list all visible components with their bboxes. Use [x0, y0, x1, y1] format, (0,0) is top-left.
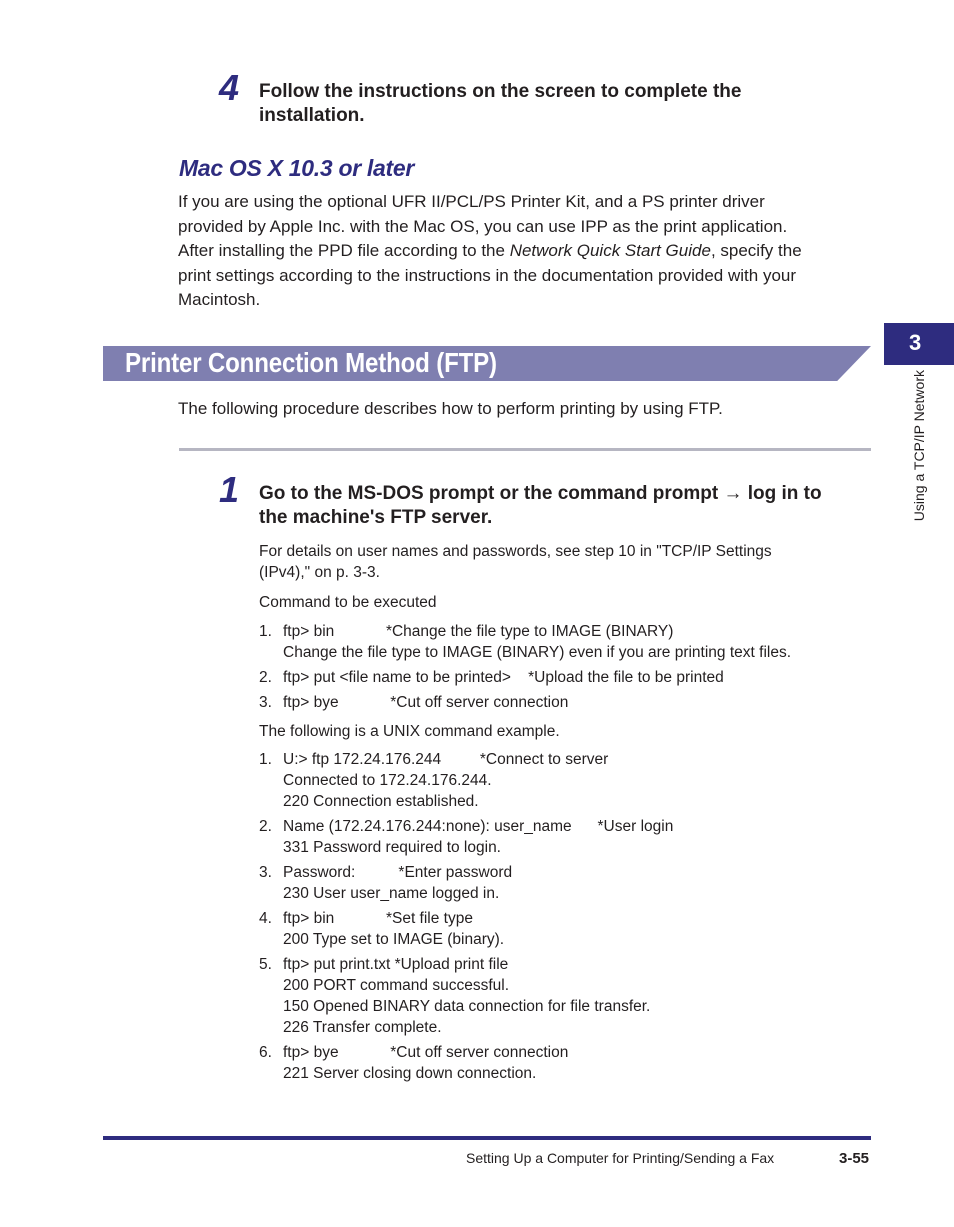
list-number: 3.	[259, 864, 272, 881]
list-item	[259, 954, 859, 1038]
list-item	[259, 1042, 859, 1084]
right-arrow-icon: →	[723, 483, 743, 504]
command-label: Command to be executed	[259, 594, 437, 611]
chapter-side-label: Using a TCP/IP Network	[911, 370, 927, 522]
unix-example-label: The following is a UNIX command example.	[259, 723, 560, 740]
step-4-number: 4	[219, 67, 240, 108]
mac-p-line-5: Macintosh.	[178, 290, 261, 309]
step-1-line-1-b: log in to	[742, 483, 822, 504]
list-item	[259, 749, 859, 812]
list-line: U:> ftp 172.24.176.244 *Connect to server	[283, 751, 609, 768]
list-line: Password: *Enter password	[283, 864, 513, 881]
list-number: 1.	[259, 751, 272, 768]
mac-os-paragraph	[178, 190, 878, 313]
details-line-2: (IPv4)," on p. 3-3.	[259, 564, 380, 581]
page-number: 3-55	[839, 1150, 870, 1167]
list-line: ftp> bye *Cut off server connection	[283, 1044, 569, 1061]
list-number: 4.	[259, 910, 272, 927]
list-line: ftp> bin *Set file type	[283, 910, 473, 927]
step-1-line-2: the machine's FTP server.	[259, 507, 493, 528]
list-line: 220 Connection established.	[283, 793, 479, 810]
step-1-number: 1	[219, 469, 240, 510]
mac-p-line-4: print settings according to the instructions in the documentation provided with your	[178, 265, 797, 285]
list-number: 6.	[259, 1044, 272, 1061]
details-line-1: For details on user names and passwords, see step 10 in "TCP/IP Settings	[259, 543, 772, 560]
mac-os-subheading: Mac OS X 10.3 or later	[179, 155, 415, 181]
list-number: 2.	[259, 818, 272, 835]
list-number: 2.	[259, 669, 272, 686]
mac-p-line-3-a: After installing the PPD file according to the	[178, 241, 510, 260]
section-intro: The following procedure describes how to perform printing by using FTP.	[178, 399, 723, 418]
list-item	[259, 908, 859, 950]
list-line: ftp> put <file name to be printed> *Upload the file to be printed	[283, 669, 724, 686]
list-line: 200 PORT command successful.	[283, 977, 509, 994]
list-item	[259, 692, 859, 713]
list-item	[259, 667, 859, 688]
list-line: 221 Server closing down connection.	[283, 1065, 537, 1082]
list-line: 230 User user_name logged in.	[283, 885, 500, 902]
section-divider	[179, 448, 871, 451]
list-line: ftp> bin *Change the file type to IMAGE (BINARY)	[283, 623, 674, 640]
unix-command-list	[259, 749, 859, 1088]
mac-p-line-3	[178, 239, 878, 264]
list-item	[259, 621, 859, 663]
list-item	[259, 862, 859, 904]
list-line: 200 Type set to IMAGE (binary).	[283, 931, 505, 948]
section-title: Printer Connection Method (FTP)	[125, 347, 497, 378]
step-1-instruction	[259, 482, 822, 530]
list-line: 150 Opened BINARY data connection for file transfer.	[283, 998, 651, 1015]
list-line: ftp> put print.txt *Upload print file	[283, 956, 509, 973]
mac-p-line-3-b: , specify the	[710, 241, 802, 260]
step-4-instruction	[259, 80, 741, 128]
step-1-line-1-a: Go to the MS-DOS prompt or the command prompt	[259, 483, 724, 504]
list-line: Name (172.24.176.244:none): user_name *User login	[283, 818, 674, 835]
list-line: Connected to 172.24.176.244.	[283, 772, 492, 789]
list-number: 1.	[259, 623, 272, 640]
step-1-details	[259, 541, 859, 583]
quick-start-guide-title: Network Quick Start Guide	[509, 241, 711, 260]
list-item	[259, 816, 859, 858]
list-line: 226 Transfer complete.	[283, 1019, 442, 1036]
list-number: 3.	[259, 694, 272, 711]
step-4-line-1: Follow the instructions on the screen to complete the	[259, 81, 742, 102]
list-line: Change the file type to IMAGE (BINARY) even if you are printing text files.	[283, 644, 792, 661]
footer-rule	[103, 1136, 871, 1140]
step-1-line-1	[259, 482, 822, 506]
mac-p-line-2: provided by Apple Inc. with the Mac OS, you can use IPP as the print application.	[178, 216, 788, 236]
command-list	[259, 621, 859, 717]
chapter-tab	[884, 323, 954, 365]
footer-title: Setting Up a Computer for Printing/Sending a Fax	[466, 1150, 775, 1166]
list-line: ftp> bye *Cut off server connection	[283, 694, 569, 711]
chapter-number: 3	[909, 330, 922, 355]
mac-p-line-1: If you are using the optional UFR II/PCL/PS Printer Kit, and a PS printer driver	[178, 192, 765, 211]
list-line: 331 Password required to login.	[283, 839, 501, 856]
list-number: 5.	[259, 956, 272, 973]
step-4-line-2: installation.	[259, 105, 365, 126]
